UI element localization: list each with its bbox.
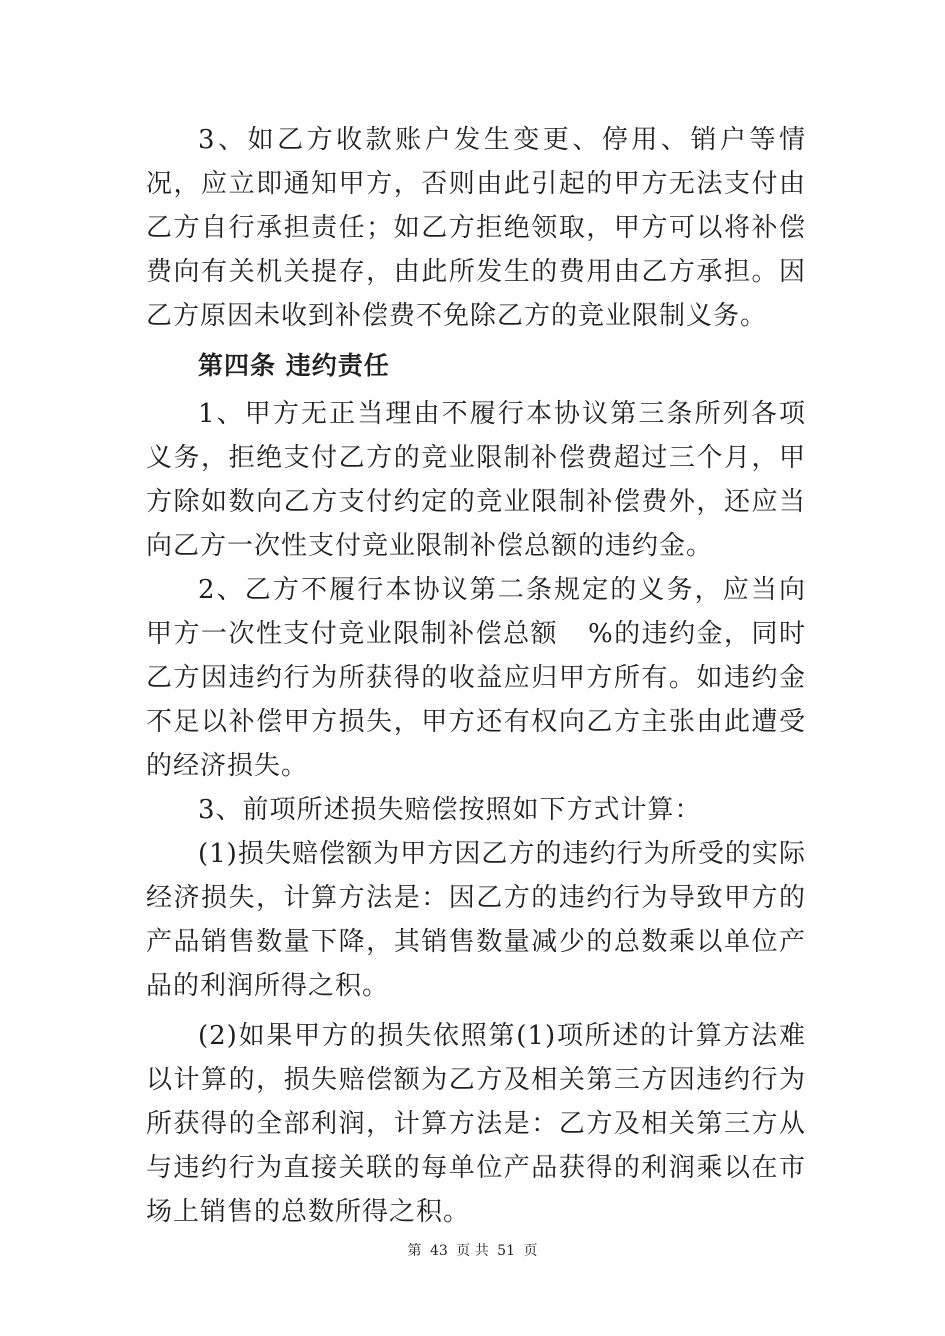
paragraph-party-b-breach [146, 568, 806, 788]
footer-suffix: 页 [523, 1243, 538, 1259]
paragraph-party-a-breach: 1、甲方无正当理由不履行本协议第三条所列各项义务，拒绝支付乙方的竞业限制补偿费超过三个月，甲方除如数向乙方支付约定的竞业限制补偿费外，还应当向乙方一次性支付竞业限制补偿总额的违约金。 [146, 399, 806, 561]
paragraph-calculation-intro: 3、前项所述损失赔偿按照如下方式计算： [198, 795, 702, 825]
footer-prefix: 第 [407, 1243, 422, 1259]
footer-current-page: 43 [429, 1243, 448, 1259]
footer-total-pages: 51 [497, 1243, 515, 1259]
footer-middle: 页 共 [456, 1243, 489, 1259]
page-footer [0, 1240, 945, 1260]
party-b-breach-text-end: %的违约金，同时乙方因违约行为所获得的收益应归甲方所有。如违约金不足以补偿甲方损失，甲方还有权向乙方主张由此遭受的经济损失。 [146, 619, 806, 781]
paragraph-calculation-method-2: (2)如果甲方的损失依照第(1)项所述的计算方法难以计算的，损失赔偿额为乙方及相关第三方因违约行为所获得的全部利润，计算方法是：乙方及相关第三方从与违约行为直接关联的每单位产品获得的利润乘以在市场上销售的总数所得之积。 [146, 1021, 806, 1227]
section-heading-breach-liability: 第四条 违约责任 [198, 351, 390, 380]
document-body [146, 118, 806, 1234]
party-b-breach-text-start: 2、乙方不履行本协议第二条规定的义务，应当向甲方一次性支付竞业限制补偿总额 [146, 575, 806, 649]
paragraph-calculation-method-1: (1)损失赔偿额为甲方因乙方的违约行为所受的实际经济损失，计算方法是：因乙方的违约行为导致甲方的产品销售数量下降，其销售数量减少的总数乘以单位产品的利润所得之积。 [146, 839, 806, 1001]
paragraph-account-change: 3、如乙方收款账户发生变更、停用、销户等情况，应立即通知甲方，否则由此引起的甲方无法支付由乙方自行承担责任；如乙方拒绝领取，甲方可以将补偿费向有关机关提存，由此所发生的费用由乙方承担。因乙方原因未收到补偿费不免除乙方的竞业限制义务。 [146, 125, 806, 331]
